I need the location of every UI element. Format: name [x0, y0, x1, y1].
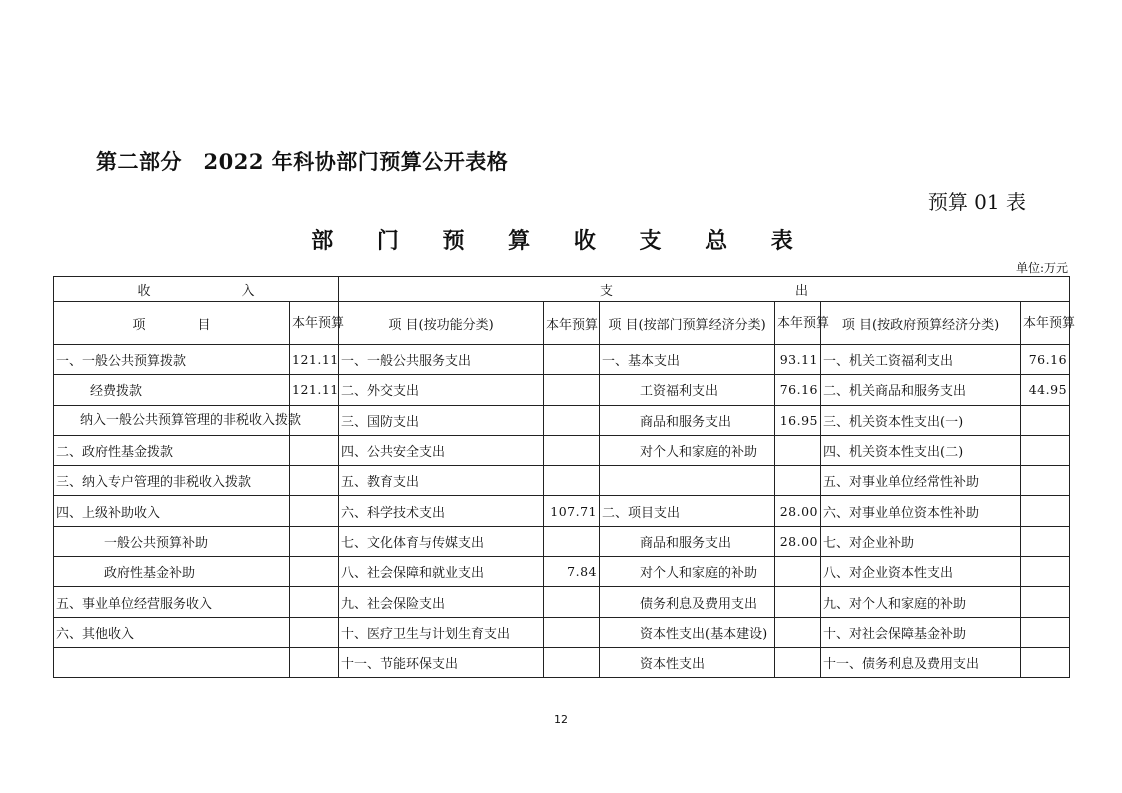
income-value-cell [290, 617, 339, 647]
func-budget-header: 本年预算 [544, 302, 600, 345]
table-title: 部 门 预 算 收 支 总 表 [311, 228, 811, 254]
dept-value-cell: 93.11 [775, 345, 821, 375]
gov-item-cell: 五、对事业单位经常性补助 [821, 466, 1021, 496]
dept-item-cell: 资本性支出 [600, 647, 775, 677]
table-row [54, 526, 1070, 556]
gov-value-cell: 76.16 [1021, 345, 1070, 375]
income-item-cell: 一、一般公共预算拨款 [54, 345, 290, 375]
income-item-header: 项 目 [54, 302, 290, 345]
gov-value-cell [1021, 526, 1070, 556]
income-item-cell: 四、上级补助收入 [54, 496, 290, 526]
table-row [54, 405, 1070, 435]
func-value-cell: 107.71 [544, 496, 600, 526]
dept-item-cell: 商品和服务支出 [600, 405, 775, 435]
gov-item-cell: 九、对个人和家庭的补助 [821, 587, 1021, 617]
func-item-cell: 一、一般公共服务支出 [339, 345, 544, 375]
gov-value-cell [1021, 466, 1070, 496]
income-item-cell: 一般公共预算补助 [54, 526, 290, 556]
gov-item-cell: 八、对企业资本性支出 [821, 557, 1021, 587]
gov-item-cell: 十一、债务利息及费用支出 [821, 647, 1021, 677]
income-item-cell [54, 647, 290, 677]
gov-value-cell [1021, 496, 1070, 526]
gov-value-cell [1021, 617, 1070, 647]
income-value-cell: 121.11 [290, 345, 339, 375]
gov-value-cell: 44.95 [1021, 375, 1070, 405]
gov-item-cell: 三、机关资本性支出(一) [821, 405, 1021, 435]
dept-value-cell: 76.16 [775, 375, 821, 405]
func-value-cell [544, 375, 600, 405]
table-row [54, 557, 1070, 587]
part-title: 第二部分 2022 年科协部门预算公开表格 [96, 149, 509, 174]
table-row [54, 587, 1070, 617]
func-item-cell: 四、公共安全支出 [339, 435, 544, 465]
income-value-cell [290, 435, 339, 465]
dept-item-cell [600, 466, 775, 496]
dept-budget-header: 本年预算 [775, 302, 821, 345]
income-budget-header: 本年预算 [290, 302, 339, 345]
income-item-cell: 五、事业单位经营服务收入 [54, 587, 290, 617]
gov-value-cell [1021, 405, 1070, 435]
gov-value-cell [1021, 557, 1070, 587]
income-item-cell: 三、纳入专户管理的非税收入拨款 [54, 466, 290, 496]
table-row [54, 375, 1070, 405]
func-item-cell: 五、教育支出 [339, 466, 544, 496]
table-row [54, 617, 1070, 647]
dept-value-cell: 28.00 [775, 496, 821, 526]
column-header-row [54, 302, 1070, 345]
gov-item-cell: 二、机关商品和服务支出 [821, 375, 1021, 405]
page-number: 12 [554, 713, 568, 726]
func-value-cell [544, 466, 600, 496]
form-number: 预算 01 表 [927, 190, 1026, 214]
func-item-cell: 六、科学技术支出 [339, 496, 544, 526]
income-item-cell: 六、其他收入 [54, 617, 290, 647]
func-value-cell [544, 647, 600, 677]
income-value-cell [290, 587, 339, 617]
func-value-cell [544, 587, 600, 617]
dept-value-cell [775, 557, 821, 587]
func-value-cell [544, 526, 600, 556]
income-item-cell: 经费拨款 [54, 375, 290, 405]
dept-value-cell: 28.00 [775, 526, 821, 556]
dept-value-cell [775, 435, 821, 465]
dept-item-cell: 债务利息及费用支出 [600, 587, 775, 617]
func-item-cell: 十一、节能环保支出 [339, 647, 544, 677]
gov-item-cell: 七、对企业补助 [821, 526, 1021, 556]
func-value-cell [544, 435, 600, 465]
gov-value-cell [1021, 647, 1070, 677]
gov-item-cell: 四、机关资本性支出(二) [821, 435, 1021, 465]
func-value-cell [544, 405, 600, 435]
func-item-cell: 三、国防支出 [339, 405, 544, 435]
income-value-cell [290, 466, 339, 496]
income-item-cell: 二、政府性基金拨款 [54, 435, 290, 465]
gov-item-header: 项 目(按政府预算经济分类) [821, 302, 1021, 345]
func-value-cell [544, 617, 600, 647]
func-item-header: 项 目(按功能分类) [339, 302, 544, 345]
func-item-cell: 七、文化体育与传媒支出 [339, 526, 544, 556]
dept-value-cell [775, 466, 821, 496]
expense-group-header: 支 出 [339, 277, 1070, 302]
income-value-cell [290, 496, 339, 526]
table-row [54, 496, 1070, 526]
table-row [54, 435, 1070, 465]
dept-value-cell [775, 617, 821, 647]
table-row [54, 466, 1070, 496]
func-value-cell: 7.84 [544, 557, 600, 587]
dept-item-cell: 工资福利支出 [600, 375, 775, 405]
unit-label: 单位:万元 [1015, 261, 1068, 275]
table-row [54, 345, 1070, 375]
dept-value-cell: 16.95 [775, 405, 821, 435]
gov-item-cell: 一、机关工资福利支出 [821, 345, 1021, 375]
gov-value-cell [1021, 587, 1070, 617]
income-value-cell [290, 557, 339, 587]
dept-item-cell: 对个人和家庭的补助 [600, 435, 775, 465]
group-header-row [54, 277, 1070, 302]
gov-item-cell: 十、对社会保障基金补助 [821, 617, 1021, 647]
gov-value-cell [1021, 435, 1070, 465]
income-item-cell: 政府性基金补助 [54, 557, 290, 587]
gov-budget-header: 本年预算 [1021, 302, 1070, 345]
func-value-cell [544, 345, 600, 375]
dept-value-cell [775, 647, 821, 677]
dept-item-cell: 二、项目支出 [600, 496, 775, 526]
func-item-cell: 十、医疗卫生与计划生育支出 [339, 617, 544, 647]
func-item-cell: 九、社会保险支出 [339, 587, 544, 617]
income-value-cell [290, 526, 339, 556]
dept-item-header: 项 目(按部门预算经济分类) [600, 302, 775, 345]
table-row [54, 647, 1070, 677]
table-body [54, 277, 1076, 678]
dept-value-cell [775, 587, 821, 617]
func-item-cell: 八、社会保障和就业支出 [339, 557, 544, 587]
dept-item-cell: 资本性支出(基本建设) [600, 617, 775, 647]
dept-item-cell: 商品和服务支出 [600, 526, 775, 556]
income-value-cell [290, 647, 339, 677]
gov-item-cell: 六、对事业单位资本性补助 [821, 496, 1021, 526]
income-group-header: 收 入 [54, 277, 339, 302]
budget-summary-table [53, 276, 1076, 678]
income-value-cell: 121.11 [290, 375, 339, 405]
func-item-cell: 二、外交支出 [339, 375, 544, 405]
dept-item-cell: 一、基本支出 [600, 345, 775, 375]
income-item-cell: 纳入一般公共预算管理的非税收入拨款 [54, 405, 290, 435]
dept-item-cell: 对个人和家庭的补助 [600, 557, 775, 587]
